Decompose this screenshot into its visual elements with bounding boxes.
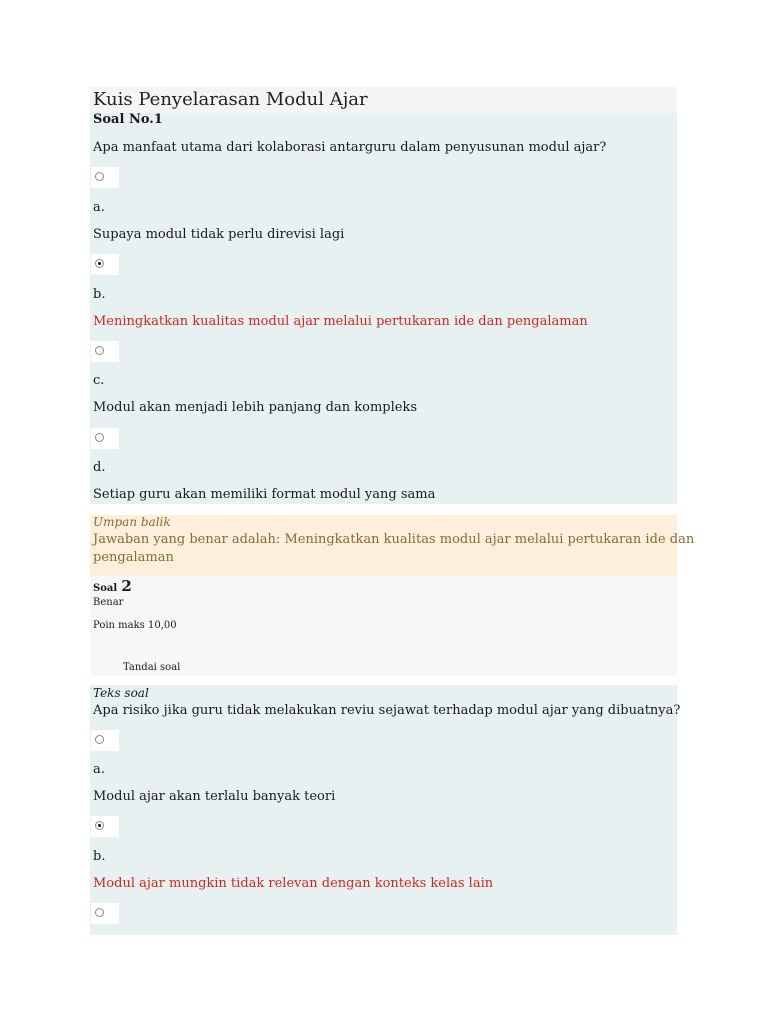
question-1-heading: Soal No.1	[93, 112, 163, 127]
question-2-panel	[90, 702, 677, 935]
feedback-text-line-1: Jawaban yang benar adalah: Meningkatkan kualitas modul ajar melalui pertukaran ide dan	[93, 532, 695, 547]
question-2-heading: Teks soal	[93, 686, 149, 700]
q2-option-b-text: Modul ajar mungkin tidak relevan dengan konteks kelas lain	[93, 876, 494, 891]
radio-unchecked-icon	[95, 908, 104, 917]
quiz-title: Kuis Penyelarasan Modul Ajar	[93, 89, 368, 110]
q2-option-c-radio[interactable]	[91, 903, 119, 924]
q1-option-c-letter: c.	[93, 373, 105, 388]
question-1-text: Apa manfaat utama dari kolaborasi antarguru dalam penyusunan modul ajar?	[93, 140, 607, 155]
q1-option-c-radio[interactable]	[91, 341, 119, 362]
question-2-heading-band	[90, 685, 677, 702]
soal-number: 2	[121, 577, 132, 595]
q1-option-a-text: Supaya modul tidak perlu direvisi lagi	[93, 227, 345, 242]
q2-option-a-text: Modul ajar akan terlalu banyak teori	[93, 789, 336, 804]
q2-option-b-letter: b.	[93, 849, 106, 864]
q2-option-a-radio[interactable]	[91, 730, 119, 751]
q1-option-b-letter: b.	[93, 287, 106, 302]
q1-option-a-letter: a.	[93, 200, 105, 215]
feedback-text-line-2: pengalaman	[93, 550, 174, 565]
q1-option-d-radio[interactable]	[91, 428, 119, 449]
q1-option-b-text: Meningkatkan kualitas modul ajar melalui pertukaran ide dan pengalaman	[93, 314, 588, 329]
radio-unchecked-icon	[95, 735, 104, 744]
q1-option-a-radio[interactable]	[91, 167, 119, 188]
q1-option-d-text: Setiap guru akan memiliki format modul yang sama	[93, 487, 436, 502]
q1-option-c-text: Modul akan menjadi lebih panjang dan kompleks	[93, 400, 418, 415]
question-2-number	[93, 578, 132, 596]
feedback-label: Umpan balik	[93, 515, 171, 529]
question-2-text: Apa risiko jika guru tidak melakukan reviu sejawat terhadap modul ajar yang dibuatnya?	[93, 703, 681, 718]
question-2-points: Poin maks 10,00	[93, 620, 177, 631]
question-1-panel	[90, 113, 677, 504]
radio-checked-icon	[95, 821, 104, 830]
radio-unchecked-icon	[95, 346, 104, 355]
question-2-status: Benar	[93, 597, 124, 608]
radio-unchecked-icon	[95, 433, 104, 442]
q1-option-b-radio[interactable]	[91, 254, 119, 275]
soal-label: Soal	[93, 583, 118, 594]
radio-unchecked-icon	[95, 172, 104, 181]
radio-checked-icon	[95, 259, 104, 268]
q1-option-d-letter: d.	[93, 460, 106, 475]
flag-question-link[interactable]: Tandai soal	[123, 662, 181, 673]
q2-option-b-radio[interactable]	[91, 816, 119, 837]
q2-option-a-letter: a.	[93, 762, 105, 777]
